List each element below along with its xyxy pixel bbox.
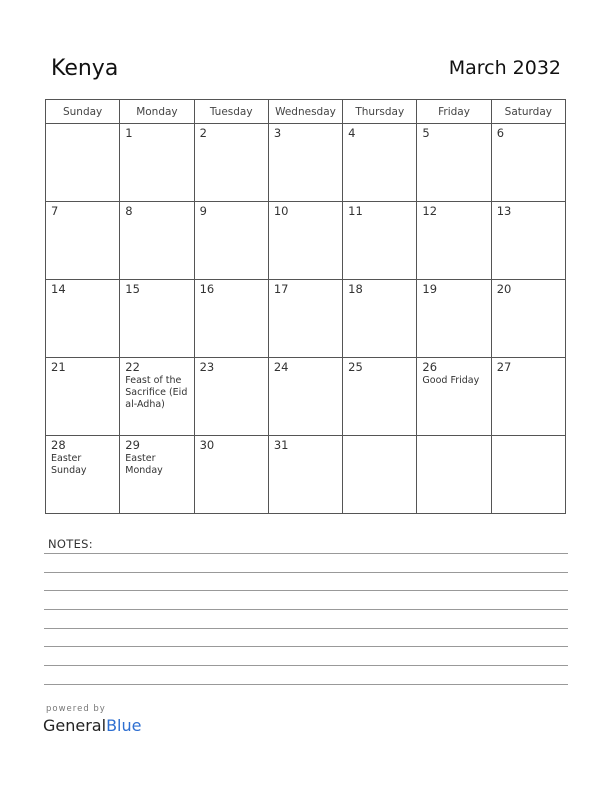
day-number: 15 [125,282,140,296]
day-number: 12 [422,204,438,218]
day-cell [268,358,342,436]
day-number: 9 [199,204,207,218]
day-cell [343,280,417,358]
brand-general: General [43,716,107,735]
day-cell [343,202,417,280]
powered-by-text: powered by [46,704,106,714]
notes-line [44,646,568,647]
day-cell [268,436,342,514]
holiday-label [492,296,565,297]
week-row [46,124,566,202]
holiday-label [195,140,268,141]
holiday-label [46,296,119,297]
holiday-label [46,218,119,219]
day-number: 25 [348,360,363,374]
day-number: 22 [125,360,140,374]
day-cell [120,358,194,436]
holiday-label [492,140,565,141]
day-number: 20 [496,282,512,296]
day-cell [194,358,268,436]
day-cell [491,358,565,436]
day-number: 13 [496,204,512,218]
day-cell [120,202,194,280]
day-number: 31 [273,438,289,452]
holiday-label [492,438,565,439]
notes-line [44,684,568,685]
holiday-label [417,218,490,219]
day-cell [46,124,120,202]
holiday-label: Easter Monday [125,453,163,476]
day-number: 8 [125,204,133,218]
holiday-label [343,374,416,375]
notes-line [44,628,568,629]
day-cell [491,436,565,514]
day-number: 4 [348,126,356,140]
day-cell [46,202,120,280]
day-cell [343,124,417,202]
day-cell [194,436,268,514]
day-cell [417,436,491,514]
day-number: 24 [273,360,289,374]
day-cell [120,280,194,358]
holiday-label [343,140,416,141]
day-cell [417,358,491,436]
day-number: 14 [51,282,66,296]
day-number: 27 [496,360,512,374]
day-cell [268,202,342,280]
calendar-grid [45,99,566,514]
calendar-country-title: Kenya [51,56,119,81]
weekday-header-row [46,100,566,124]
holiday-label: Feast of the Sacrifice (Eid al-Adha) [125,375,188,410]
holiday-label [46,126,119,127]
notes-line [44,590,568,591]
day-number: 17 [273,282,289,296]
day-number: 10 [273,204,289,218]
holiday-label [417,140,490,141]
weekday-header: Tuesday [194,100,268,124]
holiday-label [269,452,342,453]
holiday-label [343,296,416,297]
day-cell [194,280,268,358]
day-number: 11 [348,204,363,218]
holiday-label [195,452,268,453]
day-number: 5 [422,126,430,140]
notes-line [44,553,568,554]
week-row [46,280,566,358]
day-number: 2 [199,126,207,140]
day-cell [417,202,491,280]
holiday-label [120,218,193,219]
day-cell [46,358,120,436]
day-cell [417,280,491,358]
day-cell [46,280,120,358]
day-number: 21 [51,360,66,374]
day-number: 19 [422,282,438,296]
day-number: 28 [51,438,66,452]
day-number: 29 [125,438,140,452]
day-cell [343,436,417,514]
day-cell [417,124,491,202]
day-cell [120,436,194,514]
holiday-label [120,296,193,297]
notes-label: NOTES: [48,537,93,551]
notes-line [44,572,568,573]
day-cell [46,436,120,514]
day-cell [268,124,342,202]
holiday-label: Good Friday [422,375,480,386]
holiday-label: Easter Sunday [51,453,87,476]
notes-line [44,609,568,610]
day-cell [194,124,268,202]
week-row [46,202,566,280]
day-cell [491,124,565,202]
day-cell [491,202,565,280]
day-number: 23 [199,360,215,374]
day-number: 3 [273,126,282,140]
holiday-label [195,296,268,297]
holiday-label [269,218,342,219]
day-number: 18 [348,282,363,296]
weekday-header: Sunday [46,100,120,124]
weekday-header: Monday [120,100,194,124]
holiday-label [195,218,268,219]
holiday-label [269,296,342,297]
day-number: 16 [199,282,215,296]
generalblue-logo[interactable] [43,716,141,735]
weekday-header: Friday [417,100,491,124]
day-cell [268,280,342,358]
holiday-label [492,374,565,375]
holiday-label [120,140,193,141]
week-row [46,436,566,514]
day-cell [343,358,417,436]
day-number: 6 [496,126,505,140]
holiday-label [417,296,490,297]
brand-blue: Blue [106,716,142,735]
holiday-label [343,218,416,219]
holiday-label [343,438,416,439]
day-cell [194,202,268,280]
day-number: 7 [51,204,59,218]
weekday-header: Thursday [343,100,417,124]
holiday-label [269,140,342,141]
notes-line [44,665,568,666]
day-number: 26 [422,360,438,374]
day-number: 1 [125,126,133,140]
calendar-month-title: March 2032 [448,57,561,79]
holiday-label [492,218,565,219]
holiday-label [269,374,342,375]
holiday-label [417,438,490,439]
week-row [46,358,566,436]
holiday-label [195,374,268,375]
day-cell [120,124,194,202]
weekday-header: Saturday [491,100,565,124]
day-cell [491,280,565,358]
weekday-header: Wednesday [268,100,342,124]
holiday-label [46,374,119,375]
day-number: 30 [199,438,215,452]
